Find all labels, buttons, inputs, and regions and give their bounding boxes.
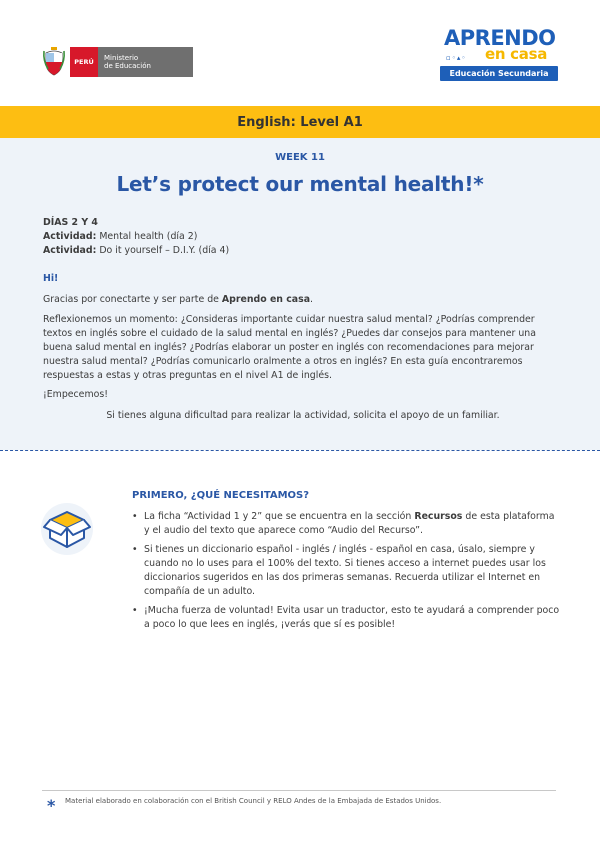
aprendo-en-casa-logo bbox=[440, 26, 558, 84]
reflection-line: nuestra salud mental? ¿Podrías comunicarlo oralmente a otros en inglés? En esta guía encontraremos bbox=[43, 356, 523, 367]
peru-coat-of-arms-icon bbox=[42, 47, 66, 77]
need-item-1-prefix: La ficha “Actividad 1 y 2” que se encuentra en la sección bbox=[144, 511, 415, 522]
reflection-line: buena salud mental en inglés? ¿Podrías elaborar un poster en inglés con recomendaciones para mejorar bbox=[43, 342, 534, 353]
week-label: WEEK 11 bbox=[275, 152, 325, 163]
lets-start: ¡Empecemos! bbox=[43, 389, 108, 400]
reflection-paragraph bbox=[43, 313, 563, 383]
need-item-1 bbox=[132, 510, 562, 538]
page-title: Let’s protect our mental health!* bbox=[116, 172, 484, 196]
help-note: Si tienes alguna dificultad para realizar la actividad, solicita el apoyo de un familiar. bbox=[106, 410, 500, 421]
thanks-suffix: . bbox=[310, 294, 314, 305]
need-list bbox=[132, 510, 562, 637]
reflection-line: Reflexionemos un momento: ¿Consideras importante cuidar nuestra salud mental? ¿Podrías comprender bbox=[43, 314, 535, 325]
footnote-star-icon: * bbox=[47, 796, 56, 815]
reflection-line: respuestas a estas y otras preguntas en el nivel A1 de inglés. bbox=[43, 370, 332, 381]
thanks-prefix: Gracias por conectarte y ser parte de bbox=[43, 294, 222, 305]
activity-1-label: Actividad: bbox=[43, 231, 97, 242]
need-section-title: PRIMERO, ¿QUÉ NECESITAMOS? bbox=[132, 490, 310, 501]
need-item-3: • ¡Mucha fuerza de voluntad! Evita usar un traductor, esto te ayudará a comprender poco a poco lo que lees en inglés, ¡verás que sí es posible! bbox=[132, 604, 562, 632]
page-header bbox=[0, 0, 600, 105]
footer-divider bbox=[42, 790, 556, 791]
need-item-1-suffix: de esta plataforma y el audio del texto que aparece como “Audio del Recurso”. bbox=[144, 511, 555, 536]
activity-2 bbox=[43, 244, 563, 258]
level-banner bbox=[0, 106, 600, 138]
thanks-paragraph bbox=[43, 293, 563, 307]
ministry-line-2: de Educación bbox=[104, 62, 151, 70]
greeting: Hi! bbox=[43, 273, 59, 284]
logo-level-band: Educación Secundaria bbox=[440, 66, 558, 81]
activity-2-text: Do it yourself – D.I.Y. (día 4) bbox=[99, 245, 230, 256]
thanks-bold: Aprendo en casa bbox=[221, 294, 311, 305]
section-divider bbox=[0, 450, 600, 451]
need-item-1-bold: Recursos bbox=[414, 511, 463, 522]
ministry-line-1: Ministerio bbox=[104, 54, 139, 62]
intro-section bbox=[0, 138, 600, 450]
reflection-line: textos en inglés sobre el cuidado de la salud mental en inglés? ¿Puedes dar consejos para mantener una bbox=[43, 328, 536, 339]
footnote-text: Material elaborado en colaboración con el British Council y RELO Andes de la Embajada de Estados Unidos. bbox=[65, 797, 442, 805]
logo-aprendo-text: APRENDO bbox=[444, 26, 556, 50]
peru-label: PERÚ bbox=[70, 47, 98, 77]
logo-dots-icon: ▫◦▴◦ bbox=[446, 54, 467, 62]
days-label: DÍAS 2 Y 4 bbox=[43, 217, 98, 228]
activity-1-text: Mental health (día 2) bbox=[99, 231, 198, 242]
box-icon bbox=[40, 502, 94, 556]
ministry-logo bbox=[42, 47, 193, 77]
level-title: English: Level A1 bbox=[237, 114, 363, 130]
logo-en-casa-text: en casa bbox=[485, 45, 548, 63]
need-item-2: • Si tienes un diccionario español - inglés / inglés - español en casa, úsalo, siempre y cuando no lo uses para el 100% del texto. Si tienes acceso a internet puedes usar los diccionarios sugeridos en las dos primeras semanas. Recuerda utilizar el Internet en compañía de un adulto. bbox=[132, 543, 562, 599]
ministry-name bbox=[98, 47, 193, 77]
activity-1 bbox=[43, 230, 563, 244]
activity-2-label: Actividad: bbox=[43, 245, 97, 256]
